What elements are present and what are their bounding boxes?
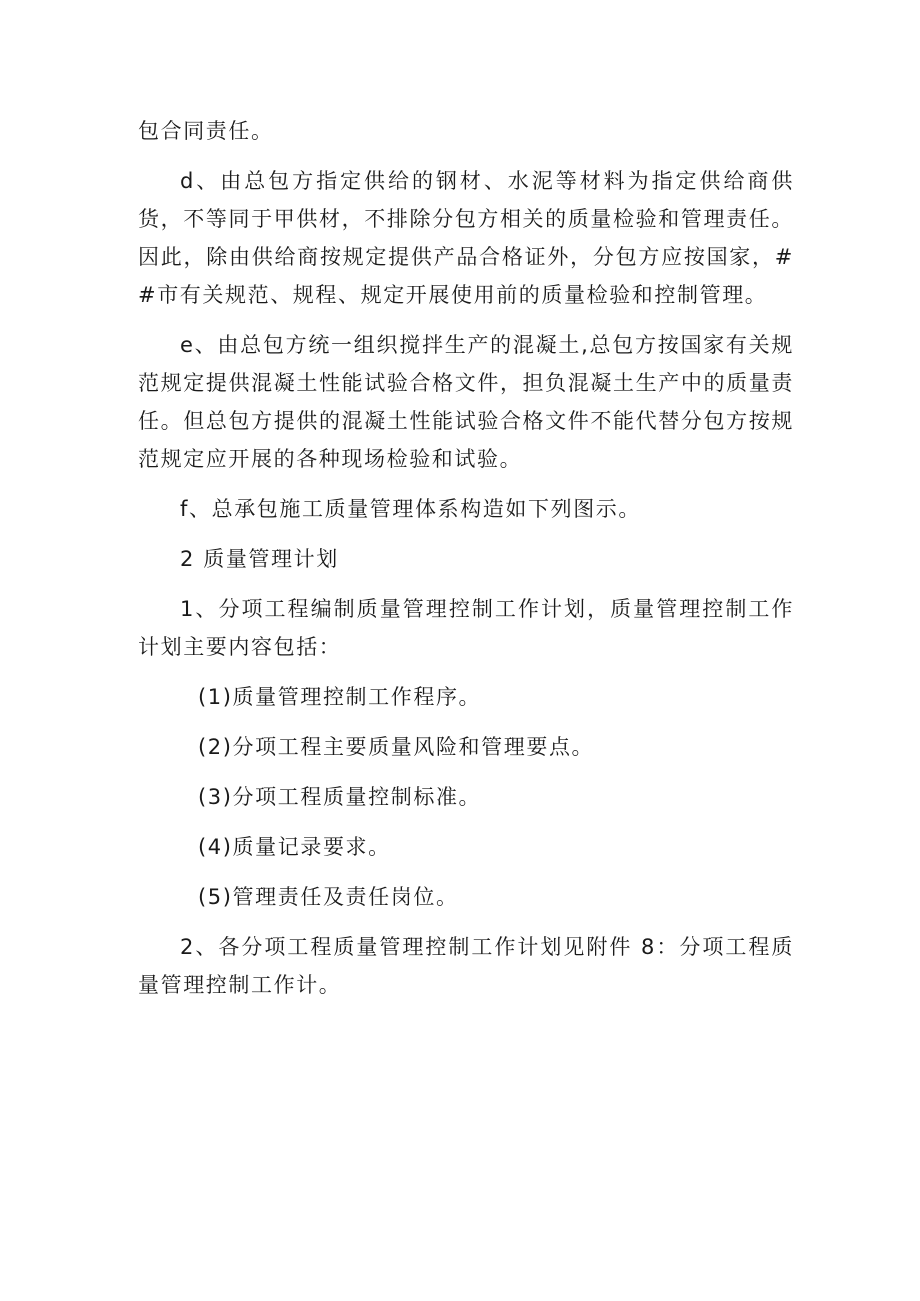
list-item: (4)质量记录要求。 [198, 835, 391, 859]
paragraph-d: d、由总包方指定供给的钢材、水泥等材料为指定供给商供货，不等同于甲供材，不排除分包方相关的质量检验和管理责任。因此，除由供给商按规定提供产品合格证外，分包方应按国家，##市有关规范、规程、规定开展使用前的质量检验和控制管理。 [138, 169, 794, 307]
paragraph-plan-item-1: 1、分项工程编制质量管理控制工作计划，质量管理控制工作计划主要内容包括： [138, 597, 794, 659]
paragraph-continuation: 包合同责任。 [138, 119, 274, 143]
list-item: (2)分项工程主要质量风险和管理要点。 [198, 735, 595, 759]
paragraph-plan-item-2: 2、各分项工程质量管理控制工作计划见附件 8：分项工程质量管理控制工作计。 [138, 935, 794, 997]
document-body [138, 112, 794, 1016]
section-heading-quality-plan: 2 质量管理计划 [180, 547, 339, 571]
paragraph-f: f、总承包施工质量管理体系构造如下列图示。 [180, 497, 641, 521]
list-item: (5)管理责任及责任岗位。 [198, 885, 459, 909]
paragraph-e: e、由总包方统一组织搅拌生产的混凝土,总包方按国家有关规范规定提供混凝土性能试验合格文件，担负混凝土生产中的质量责任。但总包方提供的混凝土性能试验合格文件不能代替分包方按规范规定应开展的各种现场检验和试验。 [138, 333, 794, 471]
list-item: (3)分项工程质量控制标准。 [198, 785, 482, 809]
list-item: (1)质量管理控制工作程序。 [198, 685, 482, 709]
